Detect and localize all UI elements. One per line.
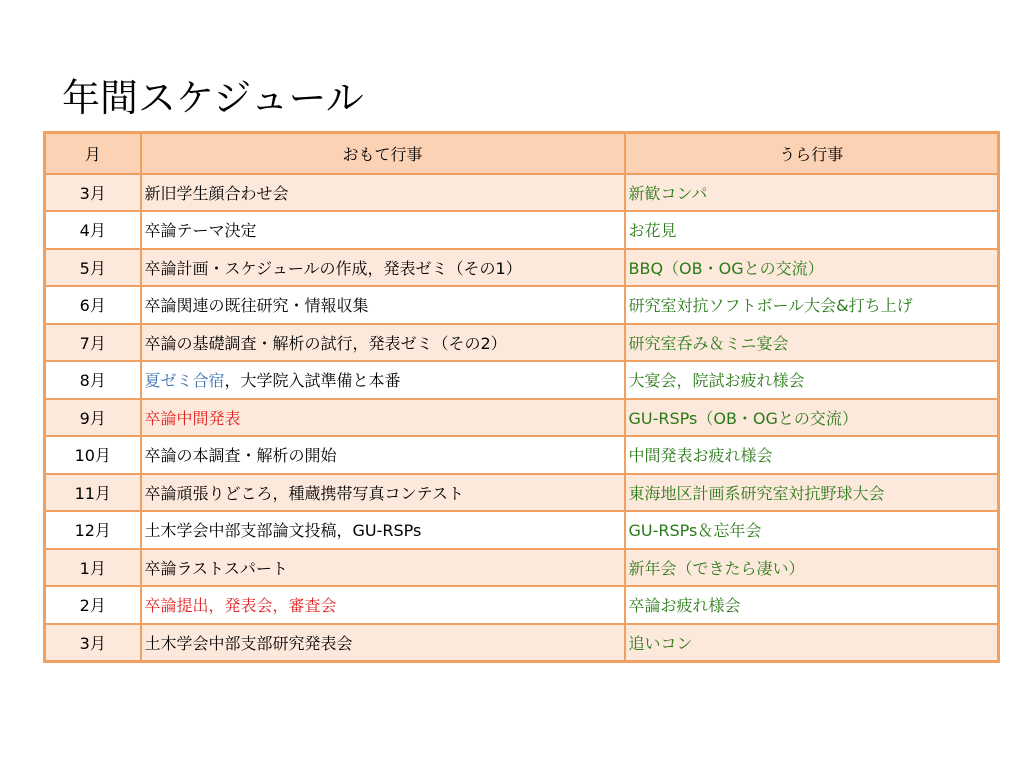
- main-event-cell: [141, 586, 625, 624]
- month-cell: 5月: [45, 249, 141, 287]
- main-event-text: 卒論頑張りどころ，種蔵携帯写真コンテスト: [144, 483, 464, 503]
- ura-event-cell: GU-RSPs（OB・OGとの交流）: [625, 399, 999, 437]
- ura-event-cell: 研究室対抗ソフトボール大会&打ち上げ: [625, 286, 999, 324]
- month-cell: 1月: [45, 549, 141, 587]
- main-event-cell: [141, 399, 625, 437]
- schedule-body: [45, 174, 999, 662]
- table-row: [45, 399, 999, 437]
- main-event-text: 卒論提出，発表会，審査会: [144, 596, 337, 616]
- month-cell: 8月: [45, 361, 141, 399]
- table-row: [45, 511, 999, 549]
- month-cell: 2月: [45, 586, 141, 624]
- month-cell: 3月: [45, 624, 141, 662]
- main-event-cell: [141, 549, 625, 587]
- main-event-text: 卒論の本調査・解析の開始: [144, 446, 337, 466]
- ura-event-cell: お花見: [625, 211, 999, 249]
- main-event-text: 夏ゼミ合宿: [144, 371, 225, 391]
- table-row: [45, 549, 999, 587]
- main-event-text: 卒論関連の既往研究・情報収集: [144, 296, 369, 316]
- month-cell: 3月: [45, 174, 141, 212]
- main-event-text: 新旧学生顔合わせ会: [144, 183, 289, 203]
- column-header-main-events: おもて行事: [141, 133, 625, 174]
- ura-event-cell: 新歓コンパ: [625, 174, 999, 212]
- month-cell: 7月: [45, 324, 141, 362]
- month-cell: 11月: [45, 474, 141, 512]
- main-event-cell: [141, 624, 625, 662]
- table-row: [45, 474, 999, 512]
- main-event-text: 土木学会中部支部論文投稿，GU-RSPs: [144, 521, 422, 541]
- table-row: [45, 174, 999, 212]
- schedule-table: [43, 131, 1000, 663]
- table-row: [45, 624, 999, 662]
- main-event-cell: [141, 511, 625, 549]
- ura-event-cell: GU-RSPs＆忘年会: [625, 511, 999, 549]
- main-event-text: 卒論ラストスパート: [144, 558, 288, 578]
- month-cell: 6月: [45, 286, 141, 324]
- month-cell: 10月: [45, 436, 141, 474]
- header-row: [45, 133, 999, 174]
- ura-event-cell: 卒論お疲れ様会: [625, 586, 999, 624]
- ura-event-cell: 中間発表お疲れ様会: [625, 436, 999, 474]
- main-event-cell: [141, 211, 625, 249]
- main-event-text: 卒論の基礎調査・解析の試行，発表ゼミ（その2）: [144, 333, 507, 353]
- main-event-text: 土木学会中部支部研究発表会: [144, 633, 353, 653]
- table-row: [45, 286, 999, 324]
- main-event-cell: [141, 474, 625, 512]
- main-event-cell: [141, 436, 625, 474]
- main-event-cell: [141, 286, 625, 324]
- ura-event-cell: 東海地区計画系研究室対抗野球大会: [625, 474, 999, 512]
- main-event-cell: [141, 249, 625, 287]
- ura-event-cell: 大宴会，院試お疲れ様会: [625, 361, 999, 399]
- month-cell: 4月: [45, 211, 141, 249]
- table-row: [45, 436, 999, 474]
- month-cell: 9月: [45, 399, 141, 437]
- main-event-text: 卒論テーマ決定: [144, 221, 257, 241]
- main-event-text: 卒論計画・スケジュールの作成，発表ゼミ（その1）: [144, 258, 522, 278]
- ura-event-cell: BBQ（OB・OGとの交流）: [625, 249, 999, 287]
- main-event-cell: [141, 324, 625, 362]
- table-row: [45, 586, 999, 624]
- table-row: [45, 211, 999, 249]
- ura-event-cell: 新年会（できたら凄い）: [625, 549, 999, 587]
- main-event-cell: [141, 361, 625, 399]
- main-event-text: 卒論中間発表: [144, 408, 241, 428]
- month-cell: 12月: [45, 511, 141, 549]
- ura-event-cell: 追いコン: [625, 624, 999, 662]
- table-row: [45, 249, 999, 287]
- column-header-month: 月: [45, 133, 141, 174]
- table-row: [45, 361, 999, 399]
- main-event-text: ，大学院入試準備と本番: [224, 371, 401, 391]
- column-header-ura-events: うら行事: [625, 133, 999, 174]
- table-row: [45, 324, 999, 362]
- main-event-cell: [141, 174, 625, 212]
- ura-event-cell: 研究室呑み＆ミニ宴会: [625, 324, 999, 362]
- page-title: 年間スケジュール: [62, 76, 364, 120]
